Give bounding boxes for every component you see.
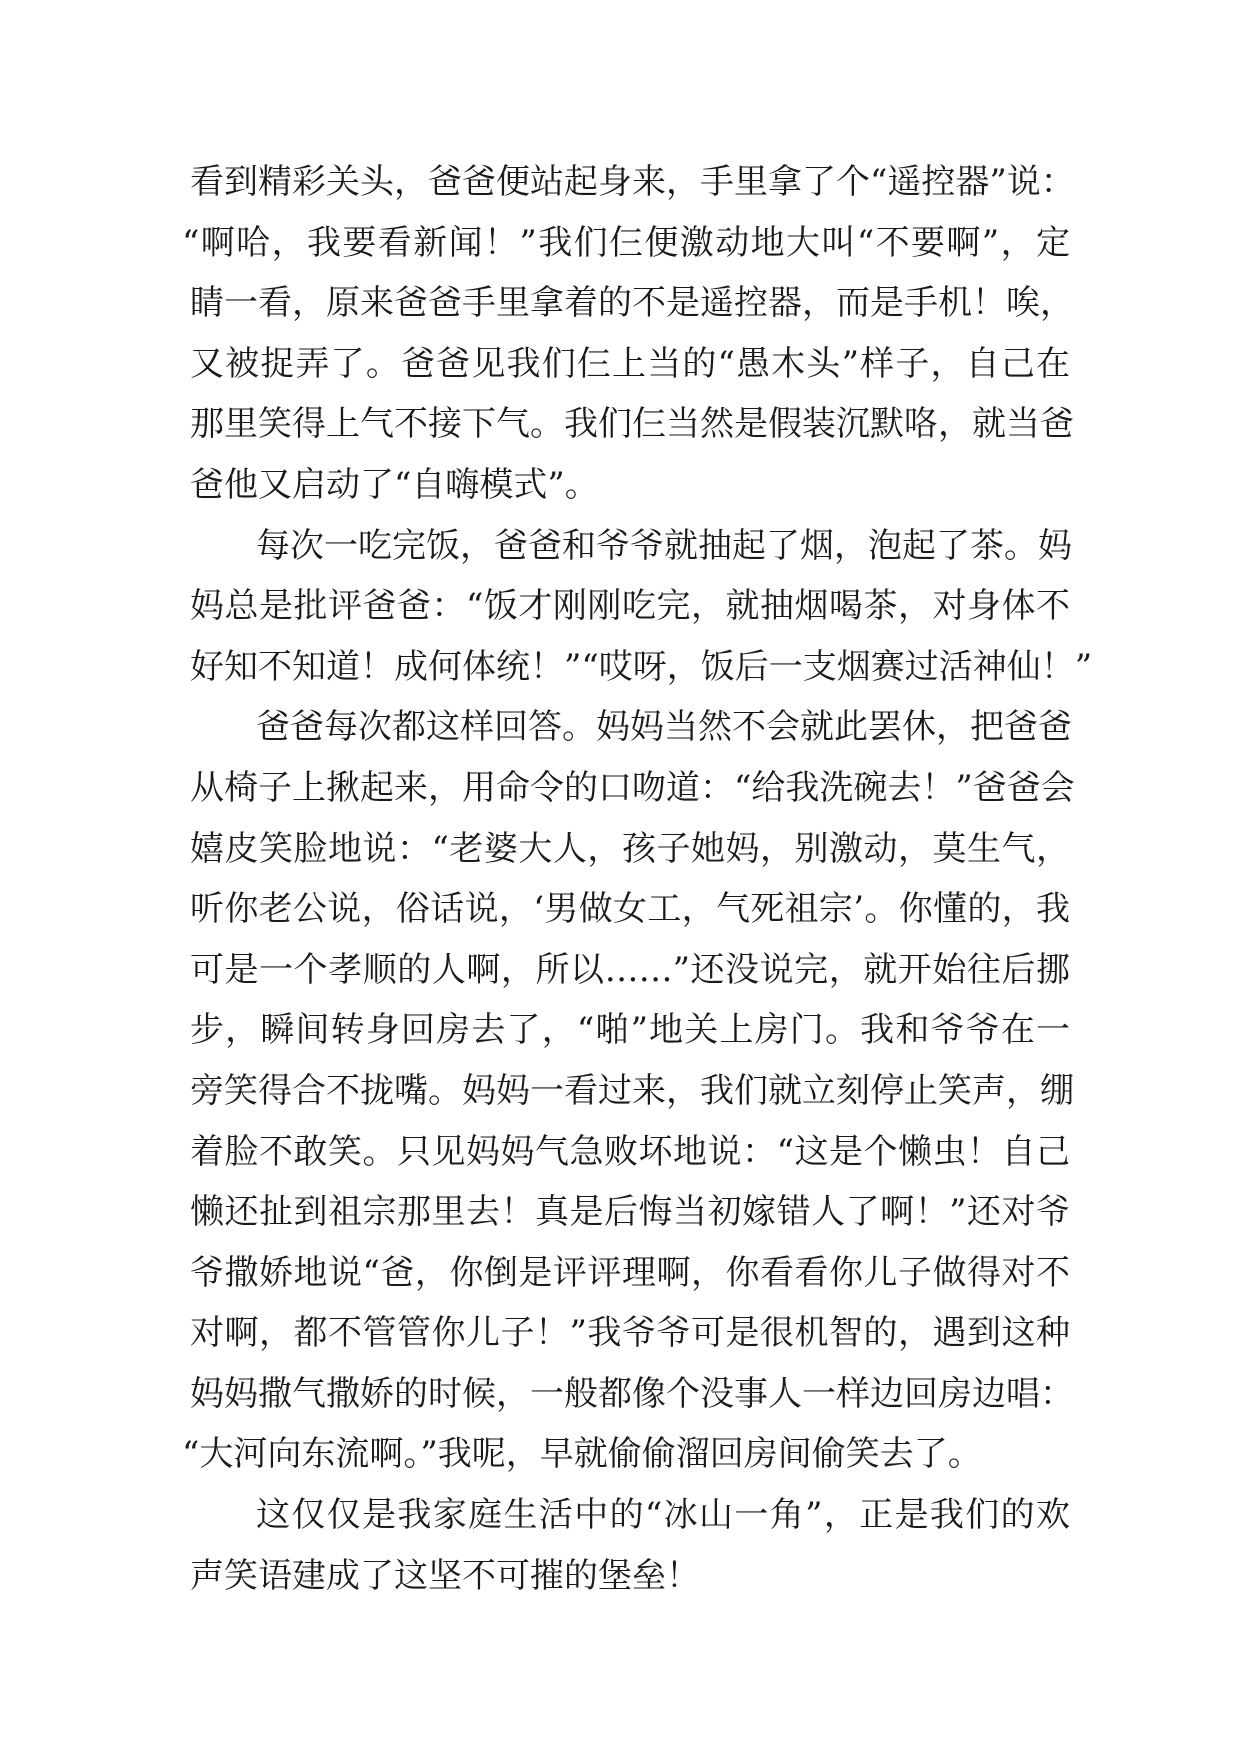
text-line: 对啊，都不管管你儿子！”我爷爷可是很机智的，遇到这种 — [190, 1313, 1070, 1354]
text-line: 睛一看，原来爸爸手里拿着的不是遥控器，而是手机！唉， — [190, 283, 1074, 324]
text-line: 可是一个孝顺的人啊，所以……”还没说完，就开始往后挪 — [190, 949, 1070, 990]
text-line: 妈妈撒气撒娇的时候，一般都像个没事人一样边回房边唱： — [190, 1373, 1074, 1414]
text-line: 嬉皮笑脸地说：“老婆大人，孩子她妈，别激动，莫生气， — [190, 828, 1070, 869]
text-line: 旁笑得合不拢嘴。妈妈一看过来，我们就立刻停止笑声，绷 — [190, 1070, 1074, 1111]
text-line: “大河向东流啊。”我呢，早就偷偷溜回房间偷笑去了。 — [182, 1434, 982, 1475]
text-line: 步，瞬间转身回房去了，“啪”地关上房门。我和爷爷在一 — [190, 1010, 1070, 1051]
paragraph-first-line: 爸爸每次都这样回答。妈妈当然不会就此罢休，把爸爸 — [256, 707, 1072, 748]
text-line: 爷撒娇地说“爸，你倒是评评理啊，你看看你儿子做得对不 — [190, 1252, 1070, 1293]
text-line: 懒还扯到祖宗那里去！真是后悔当初嫁错人了啊！”还对爷 — [190, 1192, 1070, 1233]
text-line: 着脸不敢笑。只见妈妈气急败坏地说：“这是个懒虫！自己 — [190, 1131, 1070, 1172]
text-line: 看到精彩关头，爸爸便站起身来，手里拿了个“遥控器”说： — [190, 162, 1075, 202]
text-line: 听你老公说，俗话说，‘男做女工，气死祖宗’。你懂的，我 — [190, 889, 1070, 930]
text-line: “啊哈，我要看新闻！”我们仨便激动地大叫“不要啊”，定 — [182, 222, 1070, 263]
text-line: 从椅子上揪起来，用命令的口吻道：“给我洗碗去！”爸爸会 — [190, 767, 1075, 808]
text-line: 爸他又启动了“自嗨模式”。 — [190, 464, 599, 505]
paragraph-first-line: 这仅仅是我家庭生活中的“冰山一角”，正是我们的欢 — [256, 1495, 1070, 1536]
text-line: 那里笑得上气不接下气。我们仨当然是假装沉默咯，就当爸 — [190, 404, 1074, 445]
text-line: 妈总是批评爸爸：“饭才刚刚吃完，就抽烟喝茶，对身体不 — [190, 586, 1070, 627]
text-line: 好知不知道！成何体统！”“哎呀，饭后一支烟赛过活神仙！” — [190, 646, 1093, 687]
essay-body — [182, 152, 1093, 1606]
text-line: 声笑语建成了这坚不可摧的堡垒！ — [190, 1555, 700, 1596]
text-line: 又被捉弄了。爸爸见我们仨上当的“愚木头”样子，自己在 — [190, 343, 1070, 384]
paragraph-first-line: 每次一吃完饭，爸爸和爷爷就抽起了烟，泡起了茶。妈 — [256, 525, 1072, 566]
